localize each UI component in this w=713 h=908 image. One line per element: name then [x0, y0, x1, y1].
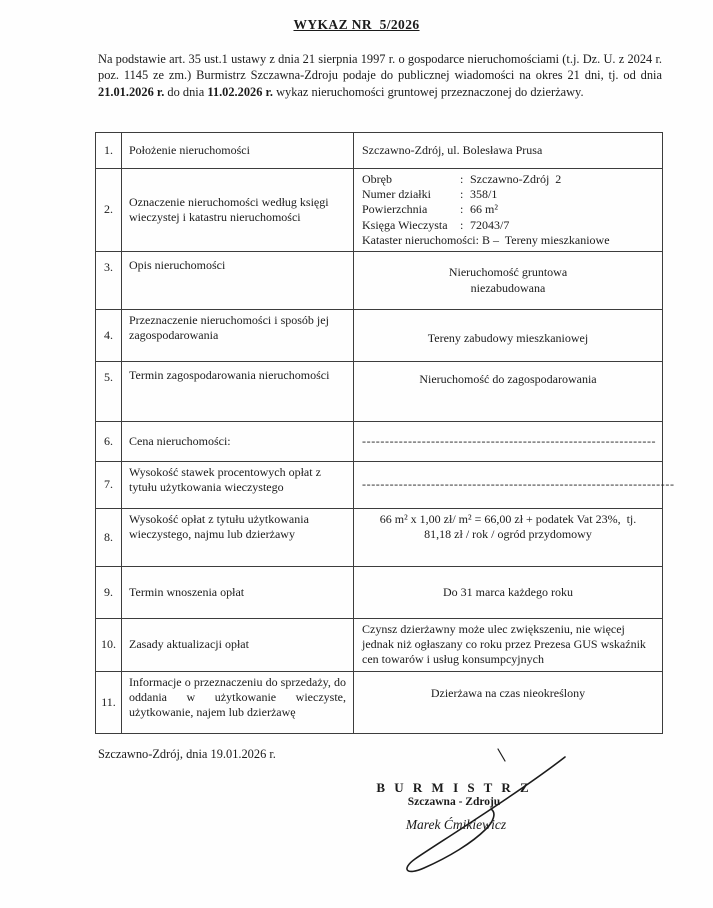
place-and-date: Szczawno-Zdrój, dnia 19.01.2026 r. [98, 747, 276, 761]
row-number: 1. [96, 133, 122, 168]
signature-office-title: B U R M I S T R Z [376, 780, 532, 795]
row-number: 6. [96, 422, 122, 461]
table-row [96, 252, 662, 310]
row-number: 11. [96, 672, 122, 733]
table-row [96, 619, 662, 672]
row-number: 2. [96, 169, 122, 251]
page-title-text: WYKAZ NR 5/2026 [293, 17, 420, 32]
table-row [96, 509, 662, 567]
row-value: Tereny zabudowy mieszkaniowej [427, 331, 589, 346]
page-title [0, 17, 713, 33]
kv-line: Księga Wieczysta : 72043/7 [362, 217, 510, 232]
intro-text-mid: do dnia [164, 84, 208, 99]
row-label: Termin zagospodarowania nieruchomości [122, 362, 354, 421]
table-row [96, 672, 662, 733]
signature-name: Marek Ćmikiewicz [405, 817, 507, 832]
row-value: Nieruchomość do zagospodarowania [419, 372, 597, 387]
intro-date-to: 11.02.2026 r. [207, 84, 273, 99]
table-row [96, 133, 662, 169]
row-value: -------------------------------------------------------------------- [362, 477, 675, 492]
row-number: 10. [96, 619, 122, 671]
row-number: 3. [96, 252, 122, 309]
row-label: Informacje o przeznaczeniu do sprzedaży, do oddania w użytkowanie wieczyste, użytkowanie, najem lub dzierżawę [122, 672, 354, 733]
row-label: Przeznaczenie nieruchomości i sposób jej zagospodarowania [122, 310, 354, 361]
table-row [96, 462, 675, 509]
table-row [96, 169, 662, 252]
row-label: Zasady aktualizacji opłat [122, 619, 354, 671]
signature-block [370, 780, 538, 833]
kv-line: Obręb : Szczawno-Zdrój 2 [362, 172, 562, 186]
table-row [96, 422, 662, 462]
row-value: 66 m² x 1,00 zł/ m² = 66,00 zł + podatek Vat 23%, tj. 81,18 zł / rok / ogród przydomowy [379, 512, 637, 542]
intro-text-before: Na podstawie art. 35 ust.1 ustawy z dnia 21 sierpnia 1997 r. o gospodarce nieruchomościami (t.j. Dz. U. z 2024 r. poz. 1145 ze zm.) Burmistrz Szczawna-Zdroju podaje do publicznej wiadomości na okres 21 dni, tj. od dnia [98, 52, 662, 83]
kv-line: Numer działki : 358/1 [362, 187, 498, 202]
row-value [354, 169, 662, 251]
row-number: 8. [96, 509, 122, 566]
row-value: Nieruchomość gruntowa niezabudowana [448, 265, 568, 295]
intro-date-from: 21.01.2026 r. [98, 84, 165, 99]
row-value: Czynsz dzierżawny może ulec zwiększeniu, nie więcej jednak niż ogłaszany co roku przez Prezesa GUS wskaźnik cen towarów i usług konsumpcyjnych [362, 622, 646, 667]
intro-paragraph [98, 51, 662, 100]
intro-text-after: wykaz nieruchomości gruntowej przeznaczonej do dzierżawy. [273, 84, 584, 99]
table-row [96, 362, 662, 422]
row-label: Opis nieruchomości [122, 252, 354, 309]
row-number: 4. [96, 310, 122, 361]
signature-office-subtitle: Szczawna - Zdroju [407, 796, 501, 808]
row-number: 5. [96, 362, 122, 421]
row-label: Cena nieruchomości: [122, 422, 354, 461]
row-label: Wysokość opłat z tytułu użytkowania wieczystego, najmu lub dzierżawy [122, 509, 354, 566]
row-number: 7. [96, 462, 122, 508]
kv-line: Kataster nieruchomości: B – Tereny mieszkaniowe [362, 232, 610, 247]
property-table [95, 132, 675, 734]
row-value: Do 31 marca każdego roku [443, 584, 573, 599]
row-number: 9. [96, 567, 122, 618]
table-row [96, 567, 662, 619]
row-value: Szczawno-Zdrój, ul. Bolesława Prusa [362, 142, 543, 157]
row-label: Oznaczenie nieruchomości według księgi wieczystej i katastru nieruchomości [122, 169, 354, 251]
row-value: Dzierżawa na czas nieokreślony [430, 685, 586, 700]
row-value: ---------------------------------------------------------------- [362, 433, 657, 448]
row-label: Termin wnoszenia opłat [122, 567, 354, 618]
table-row [96, 310, 662, 362]
row-label: Położenie nieruchomości [122, 133, 354, 168]
row-label: Wysokość stawek procentowych opłat z tytułu użytkowania wieczystego [122, 462, 354, 508]
kv-line: Powierzchnia : 66 m² [362, 202, 498, 217]
